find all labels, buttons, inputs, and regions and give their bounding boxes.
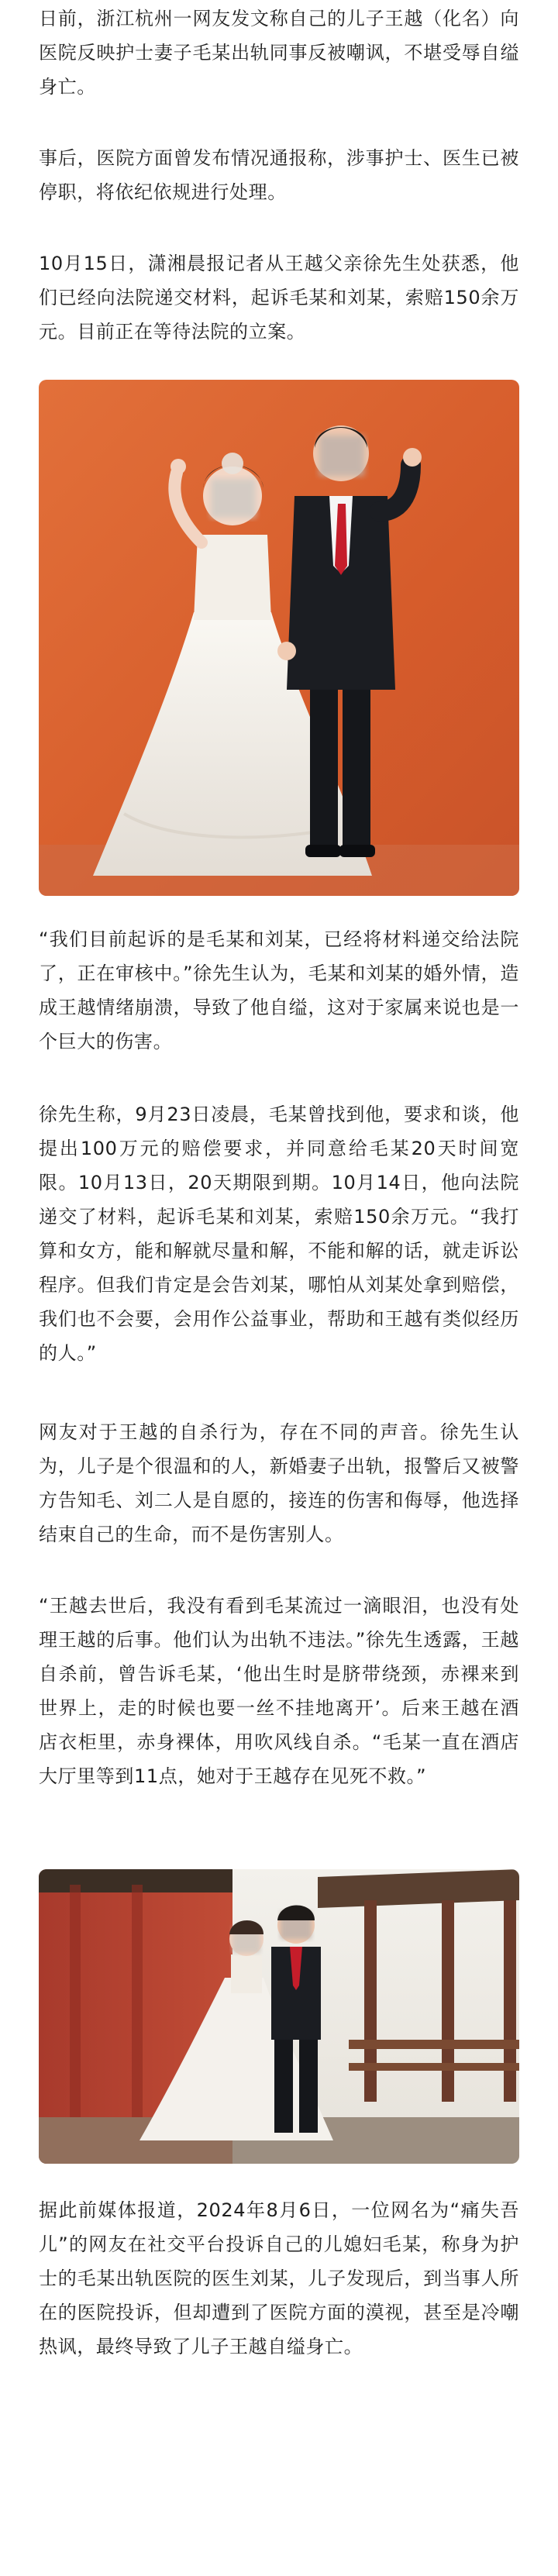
paragraph-background-report: 据此前媒体报道，2024年8月6日，一位网名为“痛失吾儿”的网友在社交平台投诉自己的儿媳妇毛某，称身为护士的毛某出轨医院的医生刘某，儿子发现后，到当事人所在的医院投诉，但却遭到了医院方面的漠视，甚至是冷嘲热讽，最终导致了儿子王越自缢身亡。 [39, 2199, 519, 2357]
bride-bodice [194, 535, 271, 620]
bride-face-blur [211, 479, 256, 518]
wedding-photo-illustration [39, 380, 519, 896]
wedding-photo-orange-wall [39, 380, 519, 896]
groom-face-blur [319, 436, 364, 476]
corridor-photo-illustration [39, 1869, 519, 2164]
paragraph-negotiation: 徐先生称，9月23日凌晨，毛某曾找到他，要求和谈，他提出100万元的赔偿要求，并同意给毛某20天时间宽限。10月13日，20天期限到期。10月14日，他向法院递交了材料，起诉毛某和刘某，索赔150余万元。“我打算和女方，能和解就尽量和解，不能和解的话，就走诉讼程序。但我们肯定是会告刘某，哪怕从刘某处拿到赔偿，我们也不会要，会用作公益事业，帮助和王越有类似经历的人。” [39, 1104, 519, 1364]
paragraph-lawsuit: 10月15日，潇湘晨报记者从王越父亲徐先生处获悉，他们已经向法院递交材料，起诉毛某和刘某，索赔150余万元。目前正在等待法院的立案。 [39, 253, 519, 343]
paragraph-hospital-notice: 事后，医院方面曾发布情况通报称，涉事护士、医生已被停职，将依纪依规进行处理。 [39, 147, 519, 203]
paragraph-public-opinion: 网友对于王越的自杀行为，存在不同的声音。徐先生认为，儿子是个很温和的人，新婚妻子出轨，报警后又被警方告知毛、刘二人是自愿的，接连的伤害和侮辱，他选择结束自己的生命，而不是伤害别人。 [39, 1421, 519, 1545]
wedding-photo-red-corridor [39, 1869, 519, 2164]
paragraph-intro: 日前，浙江杭州一网友发文称自己的儿子王越（化名）向医院反映护士妻子毛某出轨同事反被嘲讽，不堪受辱自缢身亡。 [39, 8, 519, 98]
bride-veil [222, 453, 243, 474]
paragraph-after-death: “王越去世后，我没有看到毛某流过一滴眼泪，也没有处理王越的后事。他们认为出轨不违法。”徐先生透露，王越自杀前，曾告诉毛某，‘他出生时是脐带绕颈，赤裸来到世界上，走的时候也要一丝不挂地离开’。后来王越在酒店衣柜里，赤身裸体，用吹风线自杀。“毛某一直在酒店大厅里等到11点，她对于王越存在见死不救。” [39, 1595, 519, 1787]
paragraph-father-quote: “我们目前起诉的是毛某和刘某，已经将材料递交给法院了，正在审核中。”徐先生认为，毛某和刘某的婚外情，造成王越情绪崩溃，导致了他自缢，这对于家属来说也是一个巨大的伤害。 [39, 928, 519, 1052]
